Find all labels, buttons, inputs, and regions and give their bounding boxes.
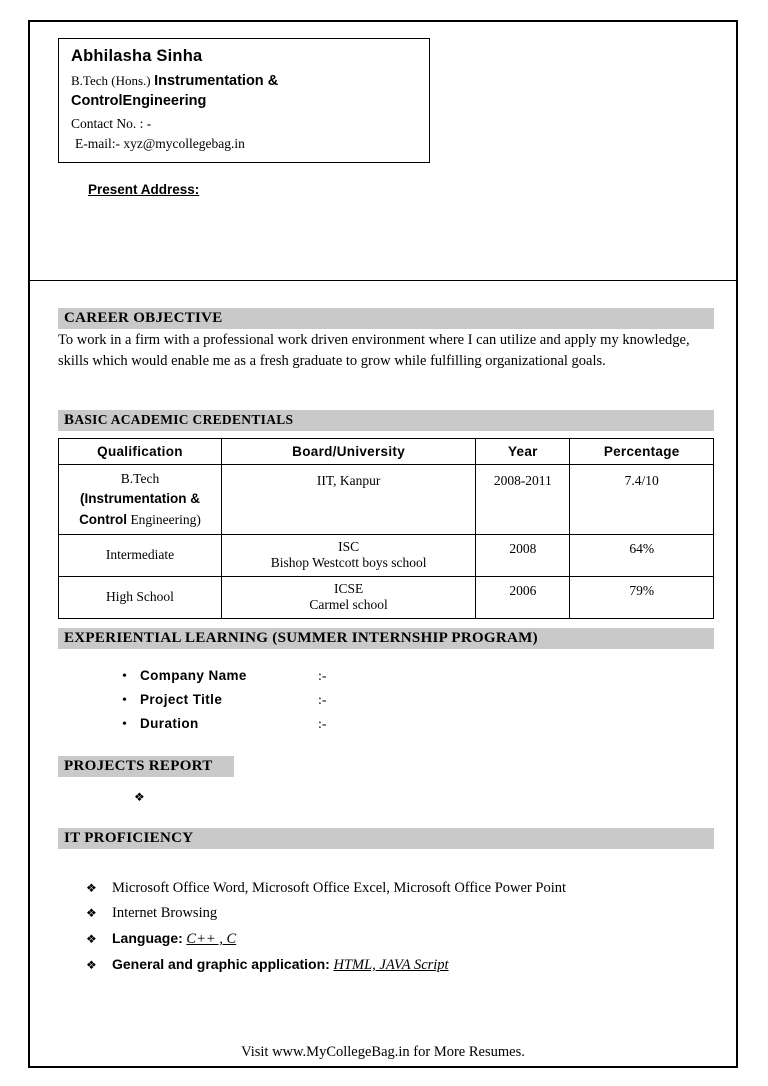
cell-board <box>221 534 475 576</box>
it-proficiency-heading: IT PROFICIENCY <box>64 830 194 846</box>
it-item-label: Language: <box>112 930 183 946</box>
list-item <box>122 716 327 733</box>
it-item-value: C++ , C <box>186 931 237 947</box>
career-objective-heading: CAREER OBJECTIVE <box>64 310 223 326</box>
table-row <box>59 534 714 576</box>
cell-percentage: 79% <box>570 576 714 618</box>
list-item <box>86 930 706 948</box>
header-box <box>58 38 430 163</box>
present-address-label: Present Address: <box>88 182 200 197</box>
cell-qualification <box>59 465 222 535</box>
footer-text: Visit www.MyCollegeBag.in for More Resumes. <box>241 1044 525 1060</box>
column-header-year: Year <box>476 439 570 465</box>
section-bar-it-proficiency <box>58 828 714 849</box>
company-name-label: Company Name <box>140 668 247 683</box>
degree-prefix: B.Tech (Hons.) <box>71 73 151 88</box>
projects-bullet-icon: ❖ <box>134 790 145 804</box>
header-divider <box>30 280 736 281</box>
cell-qualification: High School <box>59 576 222 618</box>
diamond-bullet-icon: ❖ <box>86 881 97 895</box>
project-title-label: Project Title <box>140 692 223 707</box>
qualification-line-1: B.Tech <box>120 471 160 486</box>
diamond-bullet-icon: ❖ <box>86 906 97 920</box>
table-row <box>59 465 714 535</box>
list-item <box>86 956 706 974</box>
qualification-line-3-rest: Engineering) <box>127 511 201 527</box>
bullet-icon: • <box>122 669 127 684</box>
list-item <box>86 905 706 922</box>
section-bar-academics <box>58 410 714 431</box>
academic-credentials-table <box>58 438 714 619</box>
it-item-label: General and graphic application: <box>112 956 330 972</box>
email-value: xyz@mycollegebag.in <box>123 135 245 151</box>
cell-qualification: Intermediate <box>59 534 222 576</box>
list-item <box>122 692 327 709</box>
candidate-name: Abhilasha Sinha <box>71 47 203 65</box>
experiential-list <box>122 668 327 740</box>
email-label: E-mail:- <box>75 135 120 151</box>
experiential-heading: EXPERIENTIAL LEARNING (SUMMER INTERNSHIP PROGRAM) <box>64 630 538 646</box>
cell-year: 2006 <box>476 576 570 618</box>
diamond-bullet-icon: ❖ <box>86 958 97 972</box>
board-line-1: ISC <box>338 539 360 555</box>
duration-value: :- <box>318 717 327 732</box>
table-row <box>59 576 714 618</box>
email-line <box>71 136 419 152</box>
degree-line <box>71 72 419 112</box>
cell-percentage: 64% <box>570 534 714 576</box>
cell-board: IIT, Kanpur <box>221 465 475 535</box>
duration-label: Duration <box>140 716 199 731</box>
board-line-2: Carmel school <box>309 597 388 613</box>
resume-page <box>28 20 738 1068</box>
academics-heading-rest: ASIC ACADEMIC CREDENTIALS <box>74 412 294 427</box>
career-objective-text: To work in a firm with a professional work driven environment where I can utilize and apply my knowledge, skills which would enable me as a fresh graduate to grow while fulfilling organizational goals. <box>58 332 690 370</box>
company-name-value: :- <box>318 669 327 684</box>
it-item-value: HTML, JAVA Script <box>333 957 449 973</box>
bullet-icon: • <box>122 717 127 732</box>
academics-heading-first: B <box>64 412 75 428</box>
table-header-row <box>59 439 714 465</box>
column-header-board: Board/University <box>221 439 475 465</box>
cell-year: 2008-2011 <box>476 465 570 535</box>
qualification-line-2: (Instrumentation & <box>79 491 200 507</box>
qualification-line-3-bold: Control <box>79 511 128 527</box>
cell-year: 2008 <box>476 534 570 576</box>
board-line-2: Bishop Westcott boys school <box>270 555 427 571</box>
project-title-value: :- <box>318 693 327 708</box>
section-bar-experiential <box>58 628 714 649</box>
cell-board <box>221 576 475 618</box>
it-item-text: Microsoft Office Word, Microsoft Office Excel, Microsoft Office Power Point <box>112 880 567 896</box>
list-item <box>86 880 706 897</box>
column-header-qualification: Qualification <box>59 439 222 465</box>
section-bar-career-objective <box>58 308 714 329</box>
column-header-percentage: Percentage <box>570 439 714 465</box>
cell-percentage: 7.4/10 <box>570 465 714 535</box>
it-proficiency-list <box>86 880 706 982</box>
degree-main-2: ControlEngineering <box>71 92 207 109</box>
section-bar-projects <box>58 756 234 777</box>
list-item <box>122 668 327 685</box>
bullet-icon: • <box>122 693 127 708</box>
contact-line: Contact No. : - <box>71 115 152 131</box>
board-line-1: ICSE <box>333 581 364 597</box>
it-item-text: Internet Browsing <box>112 905 218 921</box>
diamond-bullet-icon: ❖ <box>86 932 97 946</box>
degree-main: Instrumentation & <box>154 73 279 89</box>
projects-heading: PROJECTS REPORT <box>64 758 213 774</box>
